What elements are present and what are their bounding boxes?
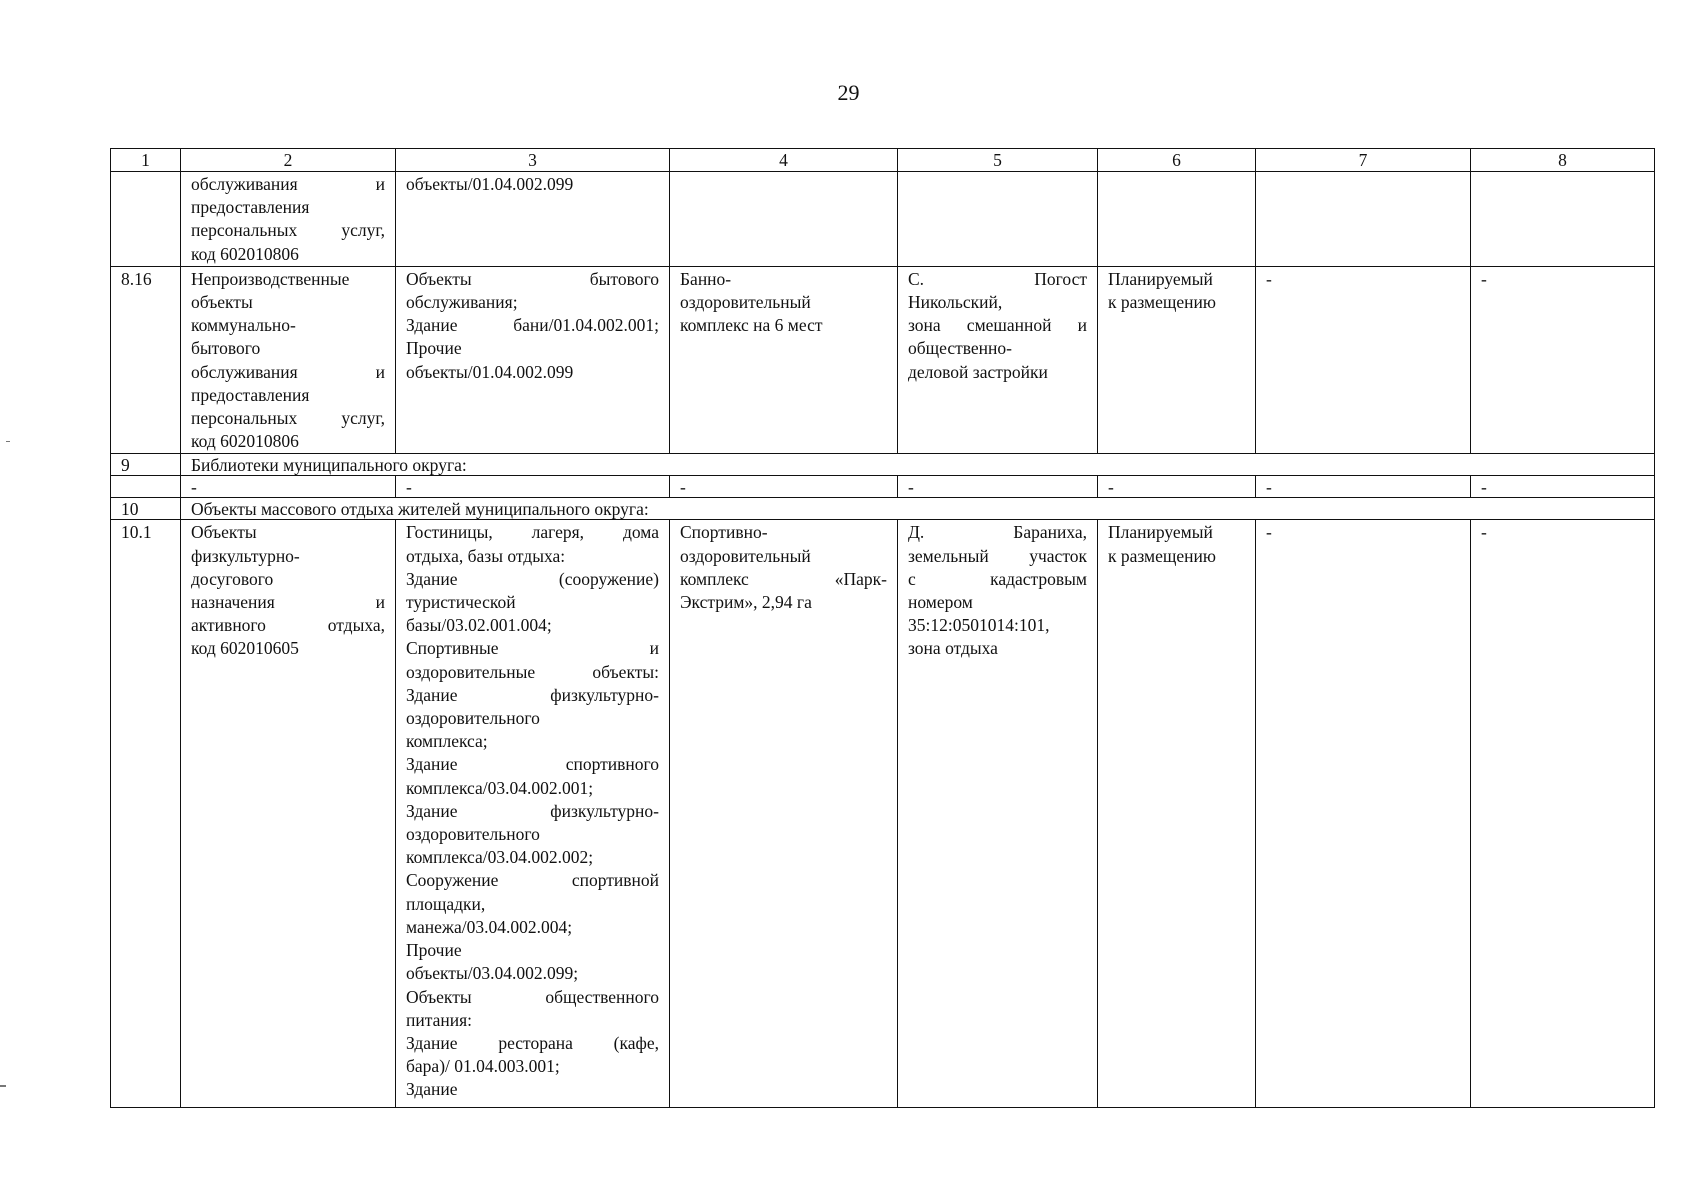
scan-margin-mark bbox=[0, 1085, 6, 1087]
section-row-9 bbox=[111, 454, 1655, 476]
cell-col8: - bbox=[1471, 266, 1655, 454]
header-cell-6: 6 bbox=[1098, 149, 1256, 172]
cell-text-line: объекты bbox=[191, 292, 253, 313]
cell-text-line: Объекты бытового bbox=[406, 268, 659, 289]
header-cell-7: 7 bbox=[1256, 149, 1471, 172]
cell-col7 bbox=[1256, 172, 1471, 267]
row-number: 8.16 bbox=[111, 266, 181, 454]
cell-text-line: оздоровительный bbox=[680, 292, 811, 313]
cell-text-line: Здание бани/01.04.002.001; bbox=[406, 315, 659, 336]
cell-text-line: Банно- bbox=[680, 268, 732, 289]
section-row-10 bbox=[111, 498, 1655, 520]
cell-text-line: активного отдыха, bbox=[191, 615, 385, 636]
cell-text-line: Экстрим», 2,94 га bbox=[680, 592, 812, 613]
cell-text-line: персональных услуг, bbox=[191, 220, 385, 241]
cell-dash: - bbox=[898, 476, 1098, 498]
scan-margin-mark bbox=[6, 441, 10, 442]
cell-text-line: оздоровительные объекты: bbox=[406, 661, 659, 682]
cell-text-line: назначения и bbox=[191, 592, 385, 613]
cell-text-line: код 602010605 bbox=[191, 638, 299, 659]
cell-text-line: Д. Бараниха, bbox=[908, 522, 1087, 543]
cell-text-line: Прочие bbox=[406, 338, 462, 359]
cell-location bbox=[898, 172, 1098, 267]
section-number: 10 bbox=[111, 498, 181, 520]
cell-status bbox=[1098, 172, 1256, 267]
cell-text-line: номером bbox=[908, 592, 973, 613]
cell-text-line: физкультурно- bbox=[191, 545, 300, 566]
cell-text-line: обслуживания; bbox=[406, 292, 518, 313]
cell-objects bbox=[396, 266, 670, 454]
cell-text-line: Здание bbox=[406, 1079, 458, 1100]
row-number: 10.1 bbox=[111, 520, 181, 1108]
cell-text-line: 35:12:0501014:101, bbox=[908, 615, 1050, 636]
page-number: 29 bbox=[837, 80, 860, 105]
cell-text-line: с кадастровым bbox=[908, 568, 1087, 589]
cell-text-line: комплекса/03.04.002.002; bbox=[406, 847, 594, 868]
cell-text-line: оздоровительного bbox=[406, 824, 540, 845]
cell-text-line: деловой застройки bbox=[908, 361, 1048, 382]
cell-objects bbox=[396, 520, 670, 1108]
cell-name bbox=[670, 520, 898, 1108]
cell-text-line: предоставления bbox=[191, 197, 310, 218]
cell-text-line: С. Погост bbox=[908, 268, 1087, 289]
cell-text-line: площадки, bbox=[406, 893, 486, 914]
cell-text-line: Сооружение спортивной bbox=[406, 870, 659, 891]
section-number: 9 bbox=[111, 454, 181, 476]
header-cell-8: 8 bbox=[1471, 149, 1655, 172]
cell-text-line: общественно- bbox=[908, 338, 1012, 359]
cell-text-line: Непроизводственные bbox=[191, 268, 350, 289]
cell-text-line: Планируемый bbox=[1108, 268, 1213, 289]
cell-text-line: зона отдыха bbox=[908, 638, 998, 659]
cell-dash: - bbox=[396, 476, 670, 498]
cell-type bbox=[181, 172, 396, 267]
cell-text-line: объекты/03.04.002.099; bbox=[406, 963, 579, 984]
cell-text-line: туристической bbox=[406, 592, 516, 613]
cell-dash: - bbox=[181, 476, 396, 498]
cell-objects bbox=[396, 172, 670, 267]
table-row-8-16 bbox=[111, 266, 1655, 454]
cell-text-line: обслуживания и bbox=[191, 174, 385, 194]
cell-text-line: обслуживания и bbox=[191, 361, 385, 382]
cell-num bbox=[111, 476, 181, 498]
cell-text-line: объекты/01.04.002.099 bbox=[406, 361, 574, 382]
header-cell-4: 4 bbox=[670, 149, 898, 172]
section-title: Объекты массового отдыха жителей муниципального округа: bbox=[181, 498, 1655, 520]
cell-text-line: оздоровительный bbox=[680, 545, 811, 566]
cell-text-line: манежа/03.04.002.004; bbox=[406, 916, 573, 937]
cell-status bbox=[1098, 266, 1256, 454]
cell-text-line: код 602010806 bbox=[191, 431, 299, 452]
cell-text-line: комплекса/03.04.002.001; bbox=[406, 777, 594, 798]
cell-name bbox=[670, 266, 898, 454]
header-cell-1: 1 bbox=[111, 149, 181, 172]
cell-dash: - bbox=[1256, 476, 1471, 498]
cell-text-line: код 602010806 bbox=[191, 243, 299, 264]
cell-text-line: зона смешанной и bbox=[908, 315, 1087, 336]
cell-text-line: комплекс на 6 мест bbox=[680, 315, 823, 336]
table-row-continuation bbox=[111, 172, 1655, 267]
cell-text-line: Спортивно- bbox=[680, 522, 768, 543]
cell-text-line: Планируемый bbox=[1108, 522, 1213, 543]
header-cell-3: 3 bbox=[396, 149, 670, 172]
cell-col7: - bbox=[1256, 520, 1471, 1108]
cell-text-line: оздоровительного bbox=[406, 708, 540, 729]
cell-text-line: коммунально- bbox=[191, 315, 296, 336]
cell-location bbox=[898, 520, 1098, 1108]
cell-dash: - bbox=[1098, 476, 1256, 498]
cell-text-line: к размещению bbox=[1108, 292, 1216, 313]
cell-text-line: отдыха, базы отдыха: bbox=[406, 545, 566, 566]
cell-text-line: земельный участок bbox=[908, 545, 1087, 566]
header-cell-5: 5 bbox=[898, 149, 1098, 172]
cell-location bbox=[898, 266, 1098, 454]
cell-text-line: Здание (сооружение) bbox=[406, 568, 659, 589]
cell-col8: - bbox=[1471, 520, 1655, 1108]
cell-text-line: Здание физкультурно- bbox=[406, 800, 659, 821]
table-row-10-1 bbox=[111, 520, 1655, 1108]
cell-text-line: базы/03.02.001.004; bbox=[406, 615, 552, 636]
cell-type bbox=[181, 266, 396, 454]
cell-type bbox=[181, 520, 396, 1108]
cell-text-line: Объекты общественного bbox=[406, 986, 659, 1007]
header-cell-2: 2 bbox=[181, 149, 396, 172]
cell-col8 bbox=[1471, 172, 1655, 267]
cell-text-line: Здание ресторана (кафе, bbox=[406, 1032, 659, 1053]
cell-status bbox=[1098, 520, 1256, 1108]
register-table bbox=[110, 148, 1655, 1108]
cell-text-line: комплекс «Парк- bbox=[680, 568, 887, 589]
cell-text-line: к размещению bbox=[1108, 545, 1216, 566]
cell-text-line: объекты/01.04.002.099 bbox=[406, 174, 574, 194]
cell-text-line: бара)/ 01.04.003.001; bbox=[406, 1056, 560, 1077]
header-row bbox=[111, 149, 1655, 172]
cell-text-line: Никольский, bbox=[908, 292, 1003, 313]
cell-num bbox=[111, 172, 181, 267]
cell-text-line: Объекты bbox=[191, 522, 257, 543]
section-title: Библиотеки муниципального округа: bbox=[181, 454, 1655, 476]
cell-text-line: Прочие bbox=[406, 940, 462, 961]
cell-dash: - bbox=[1471, 476, 1655, 498]
cell-name bbox=[670, 172, 898, 267]
cell-text-line: Здание спортивного bbox=[406, 754, 659, 775]
cell-text-line: бытового bbox=[191, 338, 261, 359]
table-row-dashes bbox=[111, 476, 1655, 498]
cell-text-line: питания: bbox=[406, 1009, 473, 1030]
cell-text-line: Здание физкультурно- bbox=[406, 684, 659, 705]
cell-dash: - bbox=[670, 476, 898, 498]
cell-text-line: комплекса; bbox=[406, 731, 488, 752]
cell-text-line: досугового bbox=[191, 568, 274, 589]
cell-text-line: Спортивные и bbox=[406, 638, 659, 659]
cell-text-line: Гостиницы, лагеря, дома bbox=[406, 522, 659, 543]
cell-text-line: персональных услуг, bbox=[191, 408, 385, 429]
cell-col7: - bbox=[1256, 266, 1471, 454]
cell-text-line: предоставления bbox=[191, 384, 310, 405]
